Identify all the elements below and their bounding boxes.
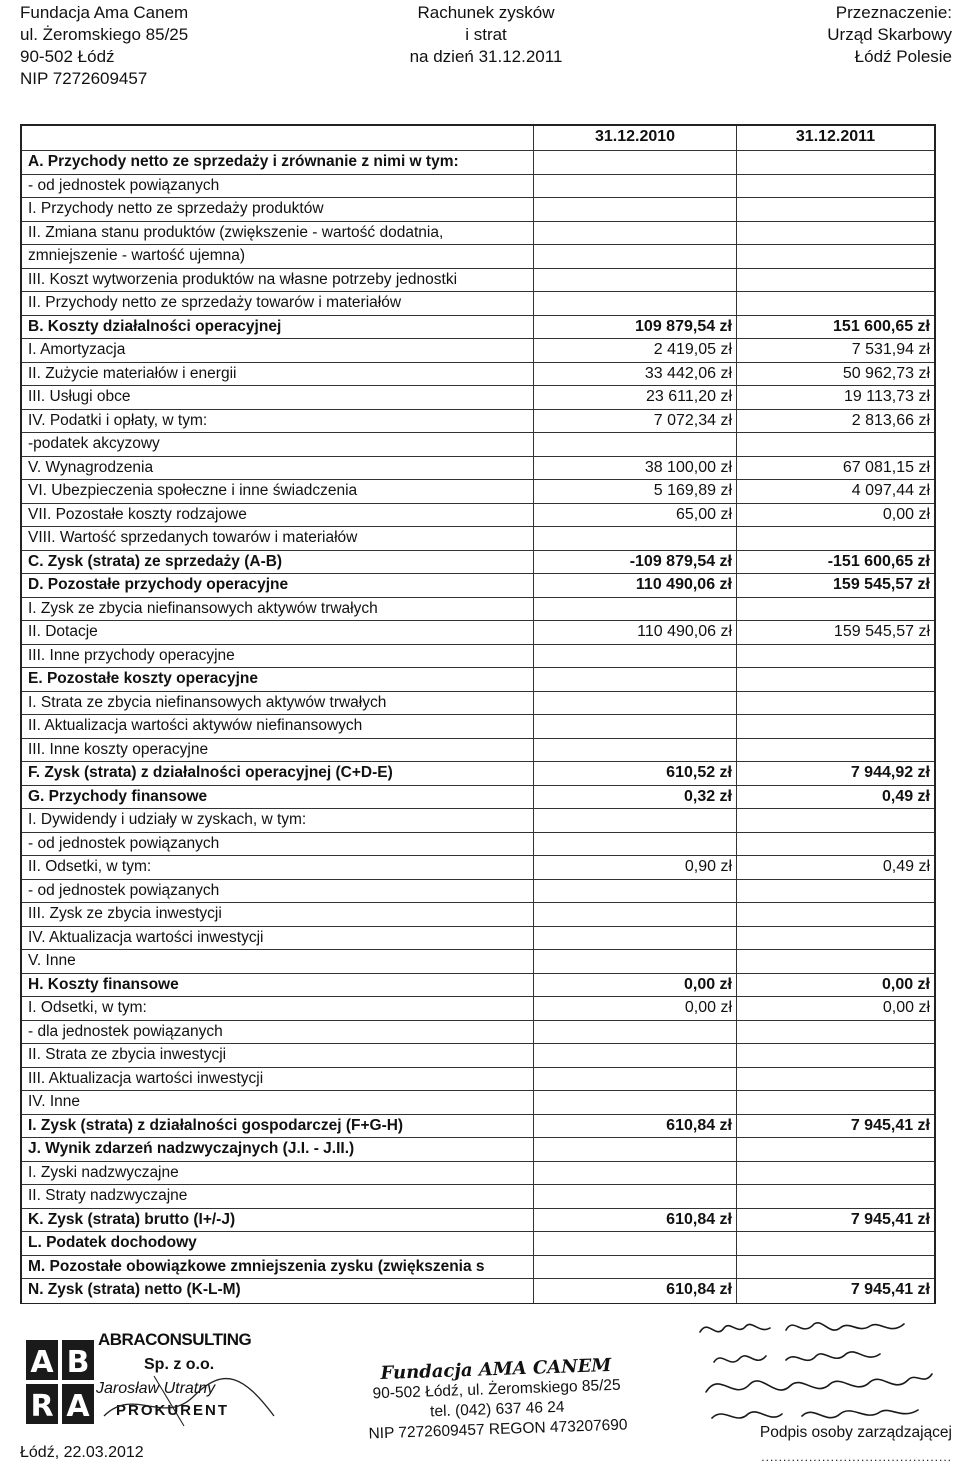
header-2010-cell: 31.12.2010: [533, 126, 736, 150]
value-2010: [533, 833, 736, 856]
row-label: I. Strata ze zbycia niefinansowych aktywów trwałych: [28, 693, 387, 711]
table-row: [22, 645, 934, 669]
stamp-company-name: ABRACONSULTING: [98, 1330, 252, 1349]
table-row: [22, 997, 934, 1021]
value-2010: [533, 1256, 736, 1279]
sender-city: 90-502 Łódź: [20, 47, 115, 66]
value-2011: 0,49 zł: [736, 786, 934, 809]
table-row: [22, 1138, 934, 1162]
logo-letter-r: R: [30, 1389, 54, 1424]
row-label: II. Odsetki, w tym:: [28, 858, 152, 875]
table-row: [22, 1232, 934, 1256]
value-2010: [533, 692, 736, 715]
table-row: [22, 950, 934, 974]
table-row: [22, 457, 934, 481]
row-label: II. Zużycie materiałów i energii: [28, 364, 237, 382]
value-2010: [533, 927, 736, 950]
table-row: [22, 551, 934, 575]
value-2010: 610,52 zł: [533, 762, 736, 785]
value-2010: [533, 1138, 736, 1161]
row-label: VII. Pozostałe koszty rodzajowe: [28, 505, 247, 523]
table-header-row: [22, 126, 934, 151]
abra-logo-icon: [24, 1338, 96, 1426]
value-2010: 7 072,34 zł: [533, 410, 736, 433]
row-label: IV. Podatki i opłaty, w tym:: [28, 411, 208, 429]
value-2010: [533, 880, 736, 903]
stamp-person-name: Jarosław Utratny: [96, 1380, 216, 1397]
value-2010: 23 611,20 zł: [533, 386, 736, 409]
table-row: [22, 927, 934, 951]
value-2010: [533, 1021, 736, 1044]
document-title: [398, 2, 574, 68]
value-2010: [533, 151, 736, 174]
row-label: I. Zyski nadzwyczajne: [28, 1163, 179, 1181]
row-label: III. Inne koszty operacyjne: [28, 740, 209, 758]
value-2011: [736, 1021, 934, 1044]
row-label: III. Koszt wytworzenia produktów na własne potrzeby jednostki: [28, 270, 458, 288]
table-row: [22, 222, 934, 246]
value-2011: 7 945,41 zł: [736, 1115, 934, 1138]
value-2011: [736, 1162, 934, 1185]
row-label: E. Pozostałe koszty operacyjne: [28, 670, 259, 687]
value-2011: 0,49 zł: [736, 856, 934, 879]
table-row: [22, 786, 934, 810]
table-row: [22, 692, 934, 716]
value-2011: [736, 527, 934, 550]
row-label: VI. Ubezpieczenia społeczne i inne świadczenia: [28, 482, 358, 499]
row-label: K. Zysk (strata) brutto (I+/-J): [28, 1210, 236, 1228]
value-2011: [736, 927, 934, 950]
table-row: [22, 1021, 934, 1045]
value-2010: [533, 1068, 736, 1091]
value-2011: 0,00 zł: [736, 974, 934, 997]
header-label-cell: [22, 126, 533, 150]
value-2010: [533, 809, 736, 832]
value-2010: [533, 715, 736, 738]
sender-street: ul. Żeromskiego 85/25: [20, 25, 189, 44]
table-row: [22, 410, 934, 434]
value-2011: 19 113,73 zł: [736, 386, 934, 409]
table-row: [22, 974, 934, 998]
org-stamp-address: 90-502 Łódź, ul. Żeromskiego 85/25: [372, 1376, 621, 1403]
value-2011: [736, 833, 934, 856]
value-2010: 610,84 zł: [533, 1115, 736, 1138]
row-label: B. Koszty działalności operacyjnej: [28, 317, 282, 335]
table-row: [22, 621, 934, 645]
table-row: [22, 527, 934, 551]
table-row: [22, 386, 934, 410]
title-line-3: na dzień 31.12.2011: [409, 47, 563, 66]
value-2011: [736, 645, 934, 668]
row-label: II. Dotacje: [28, 623, 98, 640]
row-label: - od jednostek powiązanych: [28, 834, 220, 852]
table-row: [22, 198, 934, 222]
value-2011: [736, 433, 934, 456]
sender-name: Fundacja Ama Canem: [20, 3, 189, 22]
value-2011: [736, 222, 934, 245]
table-row: [22, 1091, 934, 1115]
value-2011: [736, 880, 934, 903]
table-row: [22, 809, 934, 833]
value-2010: 110 490,06 zł: [533, 574, 736, 597]
value-2011: 7 531,94 zł: [736, 339, 934, 362]
value-2010: 33 442,06 zł: [533, 363, 736, 386]
value-2011: [736, 1185, 934, 1208]
row-label: I. Odsetki, w tym:: [28, 999, 147, 1016]
income-statement-table: [20, 124, 936, 1304]
table-row: [22, 316, 934, 340]
logo-letter-a2: A: [66, 1389, 90, 1424]
table-row: [22, 269, 934, 293]
value-2010: [533, 1232, 736, 1255]
value-2010: 109 879,54 zł: [533, 316, 736, 339]
value-2011: 7 945,41 zł: [736, 1209, 934, 1232]
stamp-person-role: PROKURENT: [116, 1402, 230, 1419]
value-2011: 0,00 zł: [736, 504, 934, 527]
table-row: [22, 245, 934, 269]
value-2011: [736, 175, 934, 198]
value-2010: [533, 245, 736, 268]
table-row: [22, 1044, 934, 1068]
row-label: I. Przychody netto ze sprzedaży produktów: [28, 200, 324, 217]
value-2010: [533, 950, 736, 973]
row-label: L. Podatek dochodowy: [28, 1234, 197, 1251]
value-2010: [533, 433, 736, 456]
row-label: - dla jednostek powiązanych: [28, 1022, 223, 1040]
value-2010: 0,90 zł: [533, 856, 736, 879]
value-2011: [736, 950, 934, 973]
table-row: [22, 715, 934, 739]
value-2011: [736, 198, 934, 221]
value-2010: [533, 903, 736, 926]
value-2010: [533, 1162, 736, 1185]
table-row: [22, 1115, 934, 1139]
table-row: [22, 856, 934, 880]
value-2011: -151 600,65 zł: [736, 551, 934, 574]
value-2010: 610,84 zł: [533, 1209, 736, 1232]
value-2010: 0,00 zł: [533, 974, 736, 997]
org-stamp-phone: tel. (042) 637 46 24: [429, 1398, 565, 1421]
sender-address: [20, 2, 188, 90]
table-row: [22, 1256, 934, 1280]
table-row: [22, 1068, 934, 1092]
logo-letter-a1: A: [30, 1345, 54, 1380]
value-2011: 7 944,92 zł: [736, 762, 934, 785]
value-2011: [736, 739, 934, 762]
value-2011: 0,00 zł: [736, 997, 934, 1020]
table-row: [22, 762, 934, 786]
value-2010: [533, 1044, 736, 1067]
logo-letter-b: B: [66, 1345, 90, 1380]
value-2011: [736, 1091, 934, 1114]
row-label: III. Aktualizacja wartości inwestycji: [28, 1069, 264, 1087]
recipient-line-2: Urząd Skarbowy: [827, 25, 952, 44]
value-2011: [736, 292, 934, 315]
row-label: N. Zysk (strata) netto (K-L-M): [28, 1281, 241, 1298]
row-label: J. Wynik zdarzeń nadzwyczajnych (J.I. - J.II.): [28, 1140, 355, 1157]
table-body: [22, 151, 934, 1303]
row-label: I. Amortyzacja: [28, 341, 126, 358]
value-2011: 151 600,65 zł: [736, 316, 934, 339]
row-label: V. Wynagrodzenia: [28, 458, 154, 476]
row-label: V. Inne: [28, 952, 76, 969]
value-2011: [736, 269, 934, 292]
row-label: IV. Inne: [28, 1093, 81, 1110]
value-2010: -109 879,54 zł: [533, 551, 736, 574]
row-label: VIII. Wartość sprzedanych towarów i materiałów: [28, 529, 358, 546]
value-2011: [736, 1138, 934, 1161]
row-label: F. Zysk (strata) z działalności operacyjnej (C+D-E): [28, 764, 393, 781]
value-2011: 7 945,41 zł: [736, 1279, 934, 1303]
value-2010: [533, 222, 736, 245]
value-2010: [533, 739, 736, 762]
row-label: II. Strata ze zbycia inwestycji: [28, 1046, 227, 1063]
organization-stamp: [331, 1354, 664, 1445]
value-2010: [533, 269, 736, 292]
value-2010: [533, 198, 736, 221]
value-2010: 2 419,05 zł: [533, 339, 736, 362]
row-label: III. Usługi obce: [28, 388, 131, 405]
value-2011: 4 097,44 zł: [736, 480, 934, 503]
table-row: [22, 504, 934, 528]
row-label: I. Zysk (strata) z działalności gospodarczej (F+G-H): [28, 1116, 404, 1134]
table-row: [22, 480, 934, 504]
row-label: IV. Aktualizacja wartości inwestycji: [28, 928, 264, 946]
row-label: II. Straty nadzwyczajne: [28, 1187, 188, 1204]
document-date: Łódź, 22.03.2012: [20, 1444, 144, 1461]
value-2010: 610,84 zł: [533, 1279, 736, 1303]
table-row: [22, 598, 934, 622]
row-label: - od jednostek powiązanych: [28, 176, 220, 194]
table-row: [22, 1185, 934, 1209]
row-label: C. Zysk (strata) ze sprzedaży (A-B): [28, 552, 283, 570]
recipient-line-3: Łódź Polesie: [854, 47, 952, 66]
signature-line: ............................................: [761, 1450, 952, 1464]
table-row: [22, 880, 934, 904]
row-label: I. Dywidendy i udziały w zyskach, w tym:: [28, 811, 307, 828]
value-2011: [736, 1232, 934, 1255]
recipient-line-1: Przeznaczenie:: [835, 3, 952, 22]
value-2010: 38 100,00 zł: [533, 457, 736, 480]
stamp-signature-scribble: [94, 1366, 284, 1430]
value-2011: [736, 1044, 934, 1067]
value-2010: [533, 292, 736, 315]
value-2011: 67 081,15 zł: [736, 457, 934, 480]
org-stamp-ids: NIP 7272609457 REGON 473207690: [368, 1416, 628, 1443]
value-2011: [736, 1068, 934, 1091]
value-2011: [736, 692, 934, 715]
row-label: I. Zysk ze zbycia niefinansowych aktywów trwałych: [28, 599, 378, 617]
row-label: A. Przychody netto ze sprzedaży i zrównanie z nimi w tym:: [28, 153, 459, 170]
value-2011: [736, 668, 934, 691]
table-row: [22, 433, 934, 457]
value-2011: [736, 598, 934, 621]
table-row: [22, 1209, 934, 1233]
table-row: [22, 363, 934, 387]
row-label: II. Przychody netto ze sprzedaży towarów i materiałów: [28, 294, 402, 311]
table-row: [22, 739, 934, 763]
value-2011: [736, 151, 934, 174]
row-label: M. Pozostałe obowiązkowe zmniejszenia zysku (zwiększenia s: [28, 1257, 485, 1275]
table-row: [22, 1279, 934, 1303]
value-2010: [533, 175, 736, 198]
value-2011: 2 813,66 zł: [736, 410, 934, 433]
row-label: II. Aktualizacja wartości aktywów niefinansowych: [28, 717, 363, 734]
value-2011: 159 545,57 zł: [736, 574, 934, 597]
table-row: [22, 668, 934, 692]
value-2010: 65,00 zł: [533, 504, 736, 527]
value-2011: [736, 903, 934, 926]
value-2010: [533, 598, 736, 621]
value-2010: [533, 645, 736, 668]
header-2011-cell: 31.12.2011: [736, 126, 934, 150]
row-label: G. Przychody finansowe: [28, 787, 208, 805]
handwritten-signatures: [690, 1310, 955, 1440]
title-line-1: Rachunek zysków: [417, 3, 555, 22]
sender-nip: NIP 7272609457: [20, 69, 148, 88]
row-label: - od jednostek powiązanych: [28, 881, 220, 899]
stamp-company-type: Sp. z o.o.: [144, 1356, 215, 1373]
table-row: [22, 833, 934, 857]
org-stamp-name: Fundacja AMA CANEM: [380, 1354, 612, 1385]
signature-caption: Podpis osoby zarządzającej: [759, 1424, 952, 1441]
row-label: II. Zmiana stanu produktów (zwiększenie - wartość dodatnia,: [28, 223, 444, 241]
row-label: III. Zysk ze zbycia inwestycji: [28, 905, 222, 922]
value-2011: [736, 245, 934, 268]
table-row: [22, 292, 934, 316]
row-label: D. Pozostałe przychody operacyjne: [28, 576, 289, 593]
title-line-2: i strat: [465, 25, 507, 44]
value-2010: 0,32 zł: [533, 786, 736, 809]
value-2010: [533, 1185, 736, 1208]
recipient-address: [827, 2, 952, 68]
table-row: [22, 339, 934, 363]
value-2010: [533, 527, 736, 550]
value-2010: 5 169,89 zł: [533, 480, 736, 503]
row-label: H. Koszty finansowe: [28, 975, 179, 993]
table-row: [22, 175, 934, 199]
value-2011: [736, 715, 934, 738]
value-2010: [533, 1091, 736, 1114]
value-2010: 110 490,06 zł: [533, 621, 736, 644]
table-row: [22, 1162, 934, 1186]
row-label: zmniejszenie - wartość ujemna): [28, 247, 246, 264]
row-label: -podatek akcyzowy: [28, 435, 160, 452]
value-2011: [736, 1256, 934, 1279]
consulting-stamp: [24, 1326, 264, 1430]
value-2011: 50 962,73 zł: [736, 363, 934, 386]
value-2011: [736, 809, 934, 832]
value-2011: 159 545,57 zł: [736, 621, 934, 644]
row-label: III. Inne przychody operacyjne: [28, 646, 235, 664]
value-2010: 0,00 zł: [533, 997, 736, 1020]
table-row: [22, 903, 934, 927]
table-row: [22, 151, 934, 175]
table-row: [22, 574, 934, 598]
value-2010: [533, 668, 736, 691]
